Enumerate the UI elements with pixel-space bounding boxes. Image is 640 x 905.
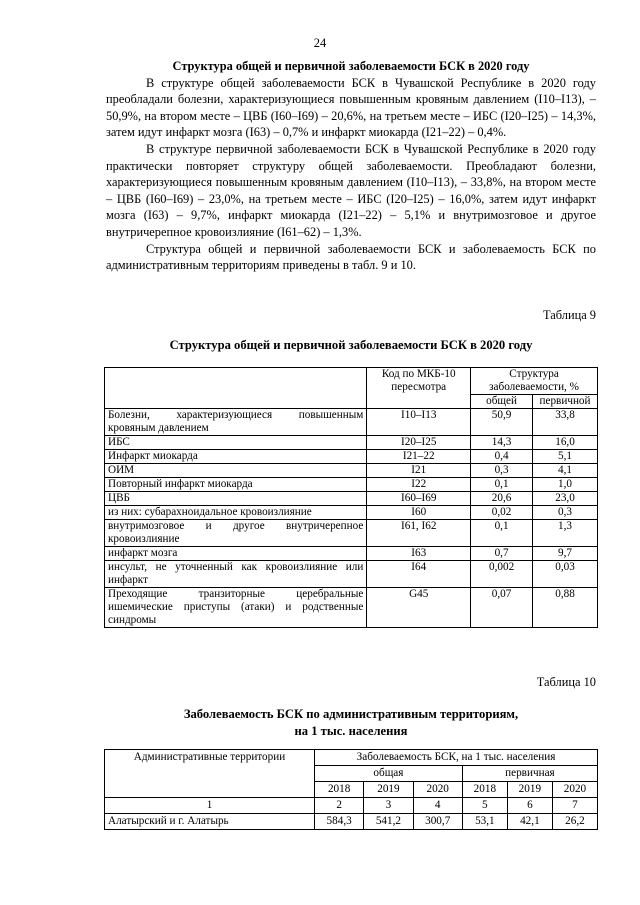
table-header-row: [105, 368, 598, 395]
column-number: 3: [364, 798, 413, 814]
table10-body: [105, 814, 598, 830]
cell-total: 0,4: [471, 450, 533, 464]
header-year: 2020: [413, 782, 462, 798]
cell-code: I63: [367, 547, 471, 561]
table-row: [105, 506, 598, 520]
cell-name: ЦВБ: [105, 492, 367, 506]
table9-title: Структура общей и первичной заболеваемости БСК в 2020 году: [169, 338, 533, 352]
cell-value: 541,2: [364, 814, 413, 830]
cell-value: 300,7: [413, 814, 462, 830]
header-territory: Административные территории: [105, 750, 315, 798]
header-year: 2018: [462, 782, 507, 798]
table-row: [105, 409, 598, 436]
cell-name: Преходящие транзиторные церебральные ишемические приступы (атаки) и родственные синдромы: [105, 588, 367, 628]
header-total: общей: [471, 395, 533, 409]
table10-title-line1: Заболеваемость БСК по административным территориям,: [183, 707, 519, 721]
cell-primary: 0,3: [533, 506, 598, 520]
column-number: 4: [413, 798, 462, 814]
table-row: [105, 478, 598, 492]
header-year: 2018: [315, 782, 364, 798]
header-primary: первичной: [533, 395, 598, 409]
cell-name: инсульт, не уточненный как кровоизлияние или инфаркт: [105, 561, 367, 588]
cell-primary: 9,7: [533, 547, 598, 561]
table9-body: [105, 409, 598, 628]
cell-name: ИБС: [105, 436, 367, 450]
cell-total: 0,3: [471, 464, 533, 478]
cell-name: внутримозговое и другое внутричерепное кровоизлияние: [105, 520, 367, 547]
cell-code: I60–I69: [367, 492, 471, 506]
cell-total: 0,1: [471, 520, 533, 547]
cell-code: I22: [367, 478, 471, 492]
cell-primary: 1,3: [533, 520, 598, 547]
header-code: Код по МКБ-10 пересмотра: [367, 368, 471, 409]
cell-primary: 16,0: [533, 436, 598, 450]
cell-total: 0,1: [471, 478, 533, 492]
header-year: 2019: [507, 782, 552, 798]
cell-total: 0,002: [471, 561, 533, 588]
table-row: [105, 547, 598, 561]
cell-total: 14,3: [471, 436, 533, 450]
cell-code: I21–22: [367, 450, 471, 464]
cell-total: 20,6: [471, 492, 533, 506]
column-number: 1: [105, 798, 315, 814]
cell-code: I61, I62: [367, 520, 471, 547]
cell-name: ОИМ: [105, 464, 367, 478]
header-year: 2020: [552, 782, 597, 798]
table10: [104, 749, 598, 830]
cell-total: 0,02: [471, 506, 533, 520]
cell-primary: 5,1: [533, 450, 598, 464]
cell-name: инфаркт мозга: [105, 547, 367, 561]
section-text: [106, 58, 596, 274]
header-year: 2019: [364, 782, 413, 798]
table10-label: Таблица 10: [536, 675, 596, 689]
table9-label: Таблица 9: [543, 308, 596, 322]
cell-name: Болезни, характеризующиеся повышенным кровяным давлением: [105, 409, 367, 436]
cell-name: Инфаркт миокарда: [105, 450, 367, 464]
cell-code: I60: [367, 506, 471, 520]
header-cell-empty: [105, 368, 367, 409]
cell-value: 53,1: [462, 814, 507, 830]
cell-value: 584,3: [315, 814, 364, 830]
table-row: [105, 814, 598, 830]
cell-name: Повторный инфаркт миокарда: [105, 478, 367, 492]
column-number: 2: [315, 798, 364, 814]
cell-total: 0,7: [471, 547, 533, 561]
cell-value: 26,2: [552, 814, 597, 830]
column-number: 6: [507, 798, 552, 814]
table-column-numbers: [105, 798, 598, 814]
header-total: общая: [315, 766, 463, 782]
cell-total: 0,07: [471, 588, 533, 628]
cell-value: 42,1: [507, 814, 552, 830]
cell-primary: 0,88: [533, 588, 598, 628]
paragraph: В структуре общей заболеваемости БСК в Чувашской Республике в 2020 году преобладали болезни, характеризующиеся повышенным кровяным давлением (I10–I13), – 50,9%, на втором месте – ЦВБ (I60–I69) – 20,6%, на третьем месте – ИБС (I20–I25) – 14,3%, затем идут инфаркт мозга (I63) – 0,7% и инфаркт миокарда (I21–22) – 0,4%.: [106, 75, 596, 140]
table-row: [105, 561, 598, 588]
table-row: [105, 492, 598, 506]
table10-title-line2: на 1 тыс. населения: [294, 724, 408, 738]
header-structure: Структура заболеваемости, %: [471, 368, 598, 395]
table-row: [105, 464, 598, 478]
column-number: 5: [462, 798, 507, 814]
header-primary: первичная: [462, 766, 597, 782]
cell-primary: 33,8: [533, 409, 598, 436]
cell-primary: 23,0: [533, 492, 598, 506]
table-row: [105, 450, 598, 464]
cell-territory: Алатырский и г. Алатырь: [105, 814, 315, 830]
table-row: [105, 520, 598, 547]
table10-title: [106, 706, 596, 740]
table9: [104, 367, 598, 628]
cell-code: I20–I25: [367, 436, 471, 450]
table-header-row: [105, 750, 598, 766]
cell-code: I64: [367, 561, 471, 588]
table-row: [105, 588, 598, 628]
cell-total: 50,9: [471, 409, 533, 436]
paragraph: Структура общей и первичной заболеваемости БСК и заболеваемость БСК по административным территориям приведены в табл. 9 и 10.: [106, 241, 596, 273]
column-number: 7: [552, 798, 597, 814]
page-number: 24: [313, 36, 327, 50]
cell-code: G45: [367, 588, 471, 628]
cell-primary: 0,03: [533, 561, 598, 588]
section-heading: Структура общей и первичной заболеваемости БСК в 2020 году: [172, 59, 530, 73]
cell-code: I10–I13: [367, 409, 471, 436]
paragraph: В структуре первичной заболеваемости БСК в Чувашской Республике в 2020 году практически повторяет структуру общей заболеваемости. Преобладают болезни, характеризующиеся повышенным кровяным давлением (I10–I13), – 33,8%, на втором месте – ЦВБ (I60–I69) – 23,0%, на третьем месте – ИБС (I20–I25) – 16,0%, затем идут инфаркт мозга (I63) – 9,7%, инфаркт миокарда (I21–22) – 5,1% и внутримозговое и другое внутричерепное кровоизлияние (I61–62) – 1,3%.: [106, 141, 596, 239]
cell-name: из них: субарахноидальное кровоизлияние: [105, 506, 367, 520]
header-incidence: Заболеваемость БСК, на 1 тыс. населения: [315, 750, 598, 766]
cell-primary: 4,1: [533, 464, 598, 478]
cell-primary: 1,0: [533, 478, 598, 492]
cell-code: I21: [367, 464, 471, 478]
table-row: [105, 436, 598, 450]
